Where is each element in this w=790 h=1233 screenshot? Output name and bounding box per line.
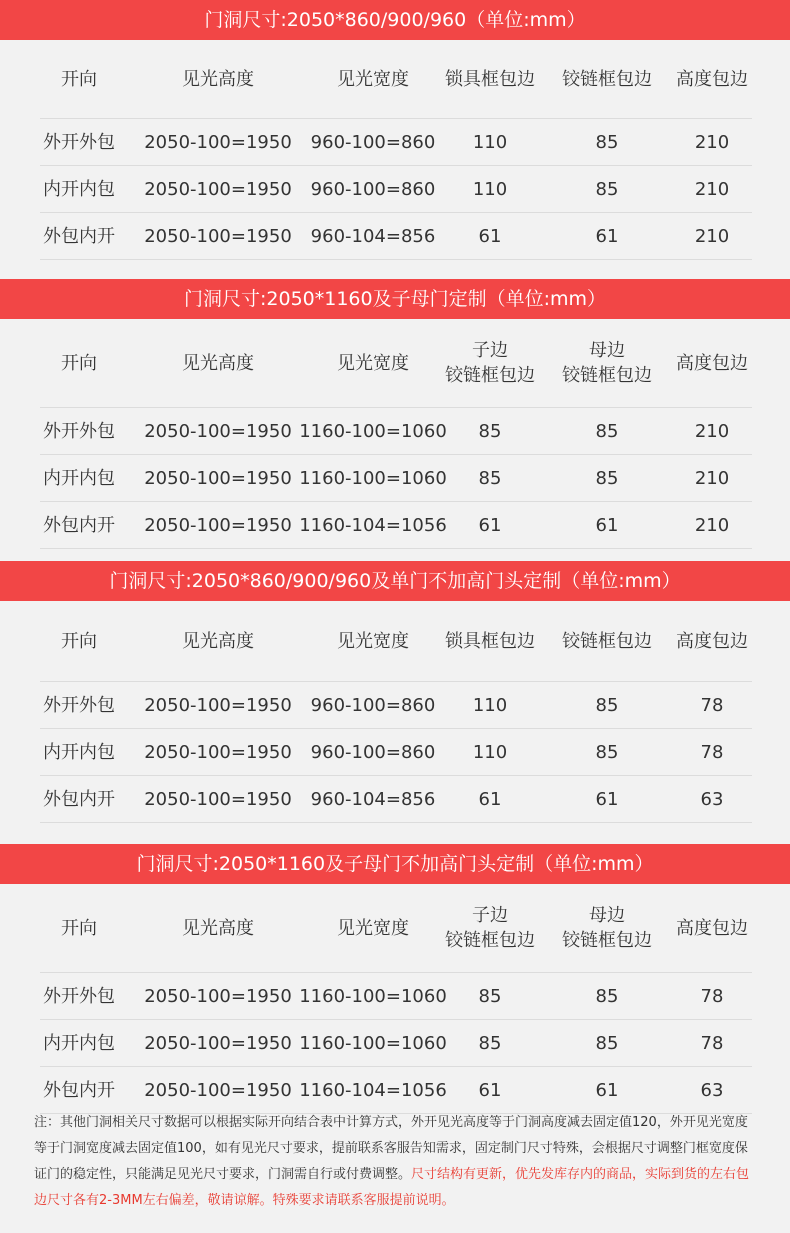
column-header-line: 见光高度 xyxy=(182,68,254,90)
table-cell: 2050-100=1950 xyxy=(144,514,292,536)
column-header-line: 开向 xyxy=(61,917,97,939)
table-cell: 1160-100=1060 xyxy=(299,467,447,489)
table-cell: 960-100=860 xyxy=(310,178,436,200)
column-header-line: 铰链框包边 xyxy=(562,68,652,90)
table-bottom-rule xyxy=(40,822,752,823)
table-header-row xyxy=(40,319,752,407)
table-row xyxy=(40,118,752,165)
column-header-line: 锁具框包边 xyxy=(445,630,535,652)
table-cell: 960-104=856 xyxy=(310,225,436,247)
column-header xyxy=(436,601,544,681)
table-cell: 85 xyxy=(595,1032,619,1054)
footnote xyxy=(34,1110,754,1214)
table-row xyxy=(40,972,752,1019)
table-row xyxy=(40,407,752,454)
table-cell: 61 xyxy=(595,1079,619,1101)
table-header-row xyxy=(40,601,752,681)
table-cell: 外开外包 xyxy=(43,131,115,153)
table-cell: 2050-100=1950 xyxy=(144,788,292,810)
column-header xyxy=(436,40,544,118)
table-cell: 960-100=860 xyxy=(310,131,436,153)
table-row xyxy=(40,1019,752,1066)
table-cell: 960-100=860 xyxy=(310,694,436,716)
column-header xyxy=(40,601,118,681)
column-header-line: 母边 xyxy=(589,340,625,361)
table-cell: 63 xyxy=(700,1079,724,1101)
table-cell: 210 xyxy=(694,514,730,536)
table-cell: 85 xyxy=(478,1032,502,1054)
table-cell: 内开内包 xyxy=(43,1032,115,1054)
column-header xyxy=(552,601,662,681)
table-title-banner: 门洞尺寸:2050*860/900/960（单位:mm） xyxy=(0,0,790,40)
table-cell: 1160-100=1060 xyxy=(299,1032,447,1054)
table-cell: 2050-100=1950 xyxy=(144,985,292,1007)
table-cell: 61 xyxy=(478,1079,502,1101)
column-header xyxy=(552,884,662,972)
table-cell: 85 xyxy=(595,467,619,489)
column-header xyxy=(138,601,298,681)
column-header-line: 见光宽度 xyxy=(337,68,409,90)
column-header xyxy=(662,884,762,972)
table-cell: 2050-100=1950 xyxy=(144,694,292,716)
table-title-banner: 门洞尺寸:2050*860/900/960及单门不加高门头定制（单位:mm） xyxy=(0,561,790,601)
column-header-line: 见光高度 xyxy=(182,917,254,939)
table-cell: 110 xyxy=(472,741,508,763)
table-cell: 2050-100=1950 xyxy=(144,1079,292,1101)
footnote-highlight: 尺寸结构有更新，优先发库存内的商品，实际到货的左右包边尺寸各有2-3MM左右偏差，敬请谅解。特殊要求请联系客服提前说明。 xyxy=(34,1167,750,1208)
column-header-line: 高度包边 xyxy=(676,68,748,90)
table-bottom-rule xyxy=(40,548,752,549)
column-header xyxy=(40,884,118,972)
table-cell: 61 xyxy=(595,788,619,810)
column-header-line: 高度包边 xyxy=(676,630,748,652)
column-header-line: 子边 xyxy=(472,340,508,361)
table-cell: 1160-100=1060 xyxy=(299,420,447,442)
table-row xyxy=(40,1066,752,1113)
table-cell: 85 xyxy=(595,420,619,442)
table-cell: 110 xyxy=(472,131,508,153)
table-cell: 2050-100=1950 xyxy=(144,467,292,489)
table-cell: 85 xyxy=(595,131,619,153)
column-header xyxy=(662,319,762,407)
footnote-text: 注：其他门洞相关尺寸数据可以根据实际开向结合表中计算方式，外开见光高度等于门洞高度减去固定值120，外开见光宽度等于门洞宽度减去固定值100，如有见光尺寸要求，提前联系客服告知需求，固定制门尺寸特殊，会根据尺寸调整门框宽度保证门的稳定性，只能满足见光尺寸要求，门洞需自行或付费调整。 xyxy=(34,1115,748,1182)
table-cell: 61 xyxy=(595,514,619,536)
column-header xyxy=(40,319,118,407)
table-cell: 外开外包 xyxy=(43,420,115,442)
column-header xyxy=(40,40,118,118)
table-cell: 2050-100=1950 xyxy=(144,178,292,200)
table-cell: 61 xyxy=(595,225,619,247)
column-header-line: 见光宽度 xyxy=(337,630,409,652)
table-cell: 85 xyxy=(478,985,502,1007)
column-header-line: 见光高度 xyxy=(182,630,254,652)
table-cell: 85 xyxy=(595,178,619,200)
table-row xyxy=(40,165,752,212)
table-row xyxy=(40,501,752,548)
column-header xyxy=(308,601,438,681)
table-cell: 85 xyxy=(478,420,502,442)
table-cell: 210 xyxy=(694,420,730,442)
table-cell: 1160-104=1056 xyxy=(299,1079,447,1101)
column-header-line: 铰链框包边 xyxy=(562,630,652,652)
table-cell: 210 xyxy=(694,178,730,200)
column-header-line: 开向 xyxy=(61,68,97,90)
column-header xyxy=(662,601,762,681)
table-cell: 内开内包 xyxy=(43,178,115,200)
column-header xyxy=(138,319,298,407)
table-bottom-rule xyxy=(40,259,752,260)
table-cell: 63 xyxy=(700,788,724,810)
table-row xyxy=(40,454,752,501)
column-header-line: 见光高度 xyxy=(182,352,254,374)
table-cell: 960-100=860 xyxy=(310,741,436,763)
column-header xyxy=(308,884,438,972)
table-cell: 2050-100=1950 xyxy=(144,741,292,763)
column-header xyxy=(552,40,662,118)
table-header-row xyxy=(40,884,752,972)
table-row xyxy=(40,728,752,775)
table-cell: 2050-100=1950 xyxy=(144,131,292,153)
table-cell: 960-104=856 xyxy=(310,788,436,810)
table-header-row xyxy=(40,40,752,118)
table-cell: 外开外包 xyxy=(43,985,115,1007)
column-header-line: 高度包边 xyxy=(676,917,748,939)
column-header xyxy=(138,40,298,118)
table-cell: 85 xyxy=(595,694,619,716)
table-cell: 85 xyxy=(595,985,619,1007)
column-header-line: 开向 xyxy=(61,630,97,652)
table-cell: 61 xyxy=(478,788,502,810)
column-header-line: 高度包边 xyxy=(676,352,748,374)
table-cell: 外包内开 xyxy=(43,514,115,536)
table-cell: 内开内包 xyxy=(43,467,115,489)
column-header-line: 锁具框包边 xyxy=(445,68,535,90)
table-cell: 61 xyxy=(478,225,502,247)
table-cell: 78 xyxy=(700,694,724,716)
table-title-banner: 门洞尺寸:2050*1160及子母门定制（单位:mm） xyxy=(0,279,790,319)
table-cell: 外包内开 xyxy=(43,788,115,810)
column-header-line: 铰链框包边 xyxy=(562,930,652,951)
table-cell: 2050-100=1950 xyxy=(144,420,292,442)
table-cell: 85 xyxy=(478,467,502,489)
table-cell: 外包内开 xyxy=(43,1079,115,1101)
column-header-line: 铰链框包边 xyxy=(562,365,652,386)
table-cell: 61 xyxy=(478,514,502,536)
column-header-line: 开向 xyxy=(61,352,97,374)
table-cell: 78 xyxy=(700,985,724,1007)
table-cell: 85 xyxy=(595,741,619,763)
column-header-line: 见光宽度 xyxy=(337,352,409,374)
column-header-line: 子边 xyxy=(472,905,508,926)
table-cell: 外开外包 xyxy=(43,694,115,716)
table-title-banner: 门洞尺寸:2050*1160及子母门不加高门头定制（单位:mm） xyxy=(0,844,790,884)
column-header xyxy=(436,319,544,407)
column-header xyxy=(308,40,438,118)
table-cell: 1160-104=1056 xyxy=(299,514,447,536)
column-header xyxy=(552,319,662,407)
table-row xyxy=(40,681,752,728)
table-row xyxy=(40,212,752,259)
table-cell: 2050-100=1950 xyxy=(144,1032,292,1054)
column-header xyxy=(138,884,298,972)
table-row xyxy=(40,775,752,822)
column-header xyxy=(308,319,438,407)
column-header-line: 铰链框包边 xyxy=(445,930,535,951)
table-cell: 210 xyxy=(694,467,730,489)
table-cell: 210 xyxy=(694,131,730,153)
column-header-line: 铰链框包边 xyxy=(445,365,535,386)
table-cell: 78 xyxy=(700,741,724,763)
table-cell: 外包内开 xyxy=(43,225,115,247)
table-cell: 1160-100=1060 xyxy=(299,985,447,1007)
table-cell: 110 xyxy=(472,178,508,200)
table-cell: 110 xyxy=(472,694,508,716)
table-cell: 内开内包 xyxy=(43,741,115,763)
column-header xyxy=(662,40,762,118)
table-cell: 2050-100=1950 xyxy=(144,225,292,247)
table-cell: 78 xyxy=(700,1032,724,1054)
table-cell: 210 xyxy=(694,225,730,247)
column-header xyxy=(436,884,544,972)
column-header-line: 母边 xyxy=(589,905,625,926)
column-header-line: 见光宽度 xyxy=(337,917,409,939)
